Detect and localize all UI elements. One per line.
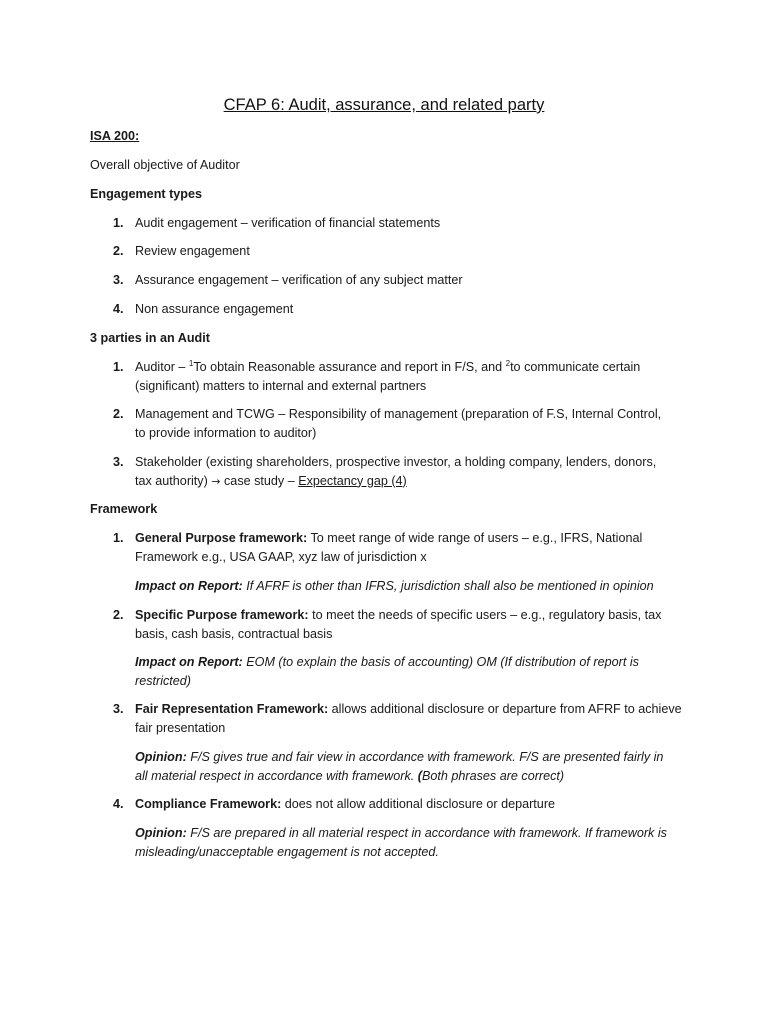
isa-heading: ISA 200: xyxy=(90,129,140,143)
list-number: 2. xyxy=(113,244,124,258)
fair-representation-item: Fair Representation Framework: allows additional disclosure or departure from AFRF to achieve fair presentation xyxy=(135,702,682,735)
list-number: 3. xyxy=(113,273,124,287)
list-item: Audit engagement – verification of financial statements xyxy=(135,216,441,230)
list-number: 1. xyxy=(113,360,124,374)
parties-heading: 3 parties in an Audit xyxy=(90,331,210,345)
stakeholder-item: Stakeholder (existing shareholders, prospective investor, a holding company, lenders, donors, tax authority) → case study – Expectancy gap (4) xyxy=(135,455,657,488)
page-title: CFAP 6: Audit, assurance, and related party xyxy=(223,96,545,114)
specific-purpose-item: Specific Purpose framework: to meet the needs of specific users – e.g., regulatory basis, tax basis, cash basis, contractual basis xyxy=(135,608,662,641)
framework-heading: Framework xyxy=(90,502,158,516)
list-number: 1. xyxy=(113,531,124,545)
general-purpose-item: General Purpose framework: To meet range of wide range of users – e.g., IFRS, National Framework e.g., USA GAAP, xyz law of jurisdiction x xyxy=(135,531,643,564)
compliance-opinion: Opinion: F/S are prepared in all material respect in accordance with framework. If framework is misleading/unacceptable engagement is not accepted. xyxy=(135,826,667,859)
general-impact: Impact on Report: If AFRF is other than IFRS, jurisdiction shall also be mentioned in opinion xyxy=(135,579,654,593)
list-number: 4. xyxy=(113,797,124,811)
auditor-item: Auditor – $^1$To obtain Reasonable assurance and report in F/S, and $^2$to communicate certain (significant) matters to internal and external partners xyxy=(135,359,641,393)
list-number: 1. xyxy=(113,216,124,230)
objective-text: Overall objective of Auditor xyxy=(90,158,240,172)
list-number: 3. xyxy=(113,455,124,469)
list-item: Non assurance engagement xyxy=(135,302,294,316)
list-item: Review engagement xyxy=(135,244,250,258)
management-item: Management and TCWG – Responsibility of management (preparation of F.S, Internal Control, to provide information to auditor) xyxy=(135,407,662,440)
fair-opinion: Opinion: F/S gives true and fair view in accordance with framework. F/S are presented fairly in all material respect in accordance with framework. (Both phrases are correct) xyxy=(135,750,664,783)
list-item: Assurance engagement – verification of any subject matter xyxy=(135,273,463,287)
right-arrow-icon: → xyxy=(211,474,221,488)
engagement-types-heading: Engagement types xyxy=(90,187,202,201)
specific-impact: Impact on Report: EOM (to explain the basis of accounting) OM (If distribution of report is restricted) xyxy=(135,655,639,688)
list-number: 2. xyxy=(113,407,124,421)
list-number: 4. xyxy=(113,302,124,316)
list-number: 2. xyxy=(113,608,124,622)
compliance-item: Compliance Framework: does not allow additional disclosure or departure xyxy=(135,797,556,811)
list-number: 3. xyxy=(113,702,124,716)
expectancy-gap-link[interactable]: Expectancy gap (4) xyxy=(298,473,407,488)
